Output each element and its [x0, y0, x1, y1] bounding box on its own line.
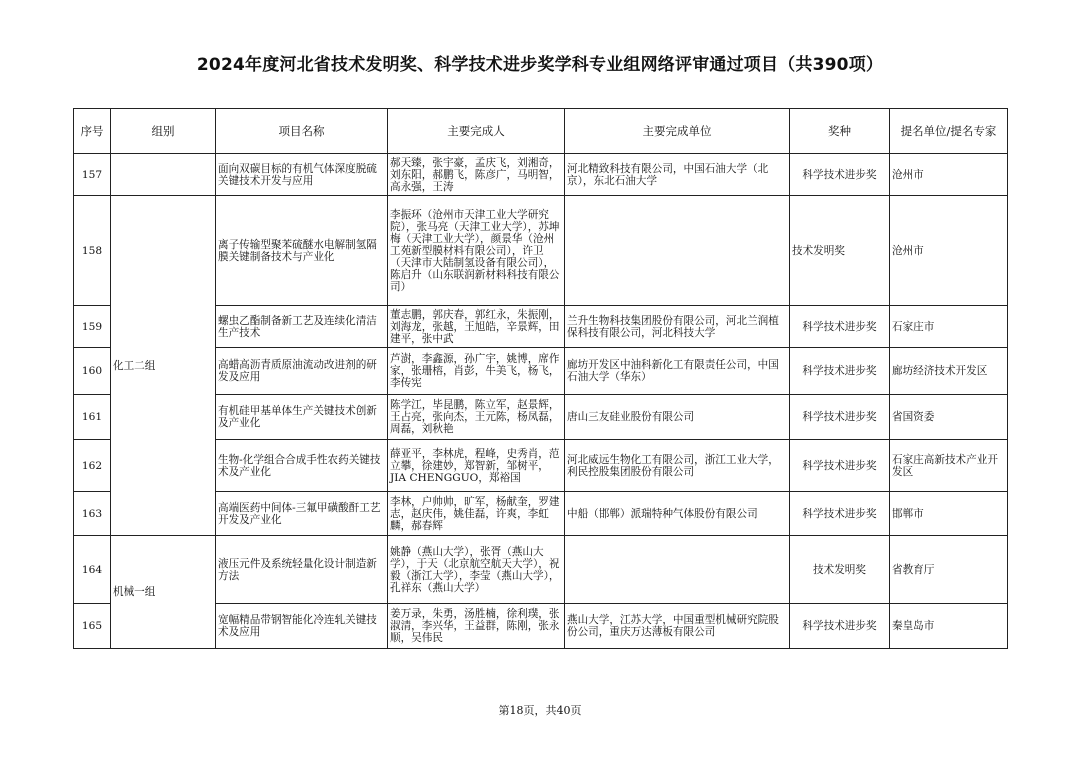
row-number: 165: [74, 604, 111, 649]
row-number: 157: [74, 154, 111, 196]
page-footer: 第18页，共40页: [498, 704, 582, 717]
main-units: [565, 196, 790, 306]
row-number: 158: [74, 196, 111, 306]
award-type: 技术发明奖: [790, 536, 890, 604]
nominator: 沧州市: [890, 196, 1008, 306]
project-name: 离子传输型聚苯硫醚水电解制氢隔膜关键制备技术与产业化: [216, 196, 388, 306]
header-project-name: 项目名称: [216, 109, 388, 154]
award-type: 技术发明奖: [790, 196, 890, 306]
main-units: 河北精致科技有限公司，中国石油大学（北京），东北石油大学: [565, 154, 790, 196]
nominator: 石家庄高新技术产业开发区: [890, 440, 1008, 492]
row-number: 163: [74, 492, 111, 536]
project-name: 生物-化学组合合成手性农药关键技术及产业化: [216, 440, 388, 492]
row-number: 162: [74, 440, 111, 492]
main-units: 燕山大学，江苏大学，中国重型机械研究院股份公司，重庆万达薄板有限公司: [565, 604, 790, 649]
nominator: 石家庄市: [890, 306, 1008, 348]
header-row: [74, 109, 1008, 154]
main-people: 姚静（燕山大学），张胥（燕山大学），于天（北京航空航天大学），祝毅（浙江大学），李莹（燕山大学），孔祥东（燕山大学）: [388, 536, 565, 604]
award-type: 科学技术进步奖: [790, 395, 890, 440]
group-cell: 机械一组: [111, 536, 216, 649]
award-type: 科学技术进步奖: [790, 154, 890, 196]
nominator: 沧州市: [890, 154, 1008, 196]
main-people: 芦澍，李鑫源，孙广宇，姚博，席作家，张珊榕，肖彭，牛美飞，杨飞，李传宪: [388, 348, 565, 395]
nominator: 秦皇岛市: [890, 604, 1008, 649]
group-cell: [111, 154, 216, 196]
project-name: 螺虫乙酯制备新工艺及连续化清洁生产技术: [216, 306, 388, 348]
award-type: 科学技术进步奖: [790, 306, 890, 348]
group-cell: 化工二组: [111, 196, 216, 536]
header-group: 组别: [111, 109, 216, 154]
main-people: 董志鹏，郭庆春，郭红永，朱振刚，刘海龙，张越，王旭皓，辛景辉，田建平，张中武: [388, 306, 565, 348]
project-name: 高蜡高沥青质原油流动改进剂的研发及应用: [216, 348, 388, 395]
table-row: [74, 154, 1008, 196]
row-number: 164: [74, 536, 111, 604]
main-units: 中船（邯郸）派瑞特种气体股份有限公司: [565, 492, 790, 536]
row-number: 161: [74, 395, 111, 440]
main-units: 唐山三友硅业股份有限公司: [565, 395, 790, 440]
header-main-people: 主要完成人: [388, 109, 565, 154]
header-main-units: 主要完成单位: [565, 109, 790, 154]
header-award-type: 奖种: [790, 109, 890, 154]
main-people: 李振环（沧州市天津工业大学研究院），张马亮（天津工业大学），苏坤梅（天津工业大学），颜景华（沧州工苑新型膜材料有限公司），许卫（天津市大陆制氢设备有限公司），陈启升（山东联润新材料科技有限公司）: [388, 196, 565, 306]
row-number: 159: [74, 306, 111, 348]
table-row: [74, 536, 1008, 604]
main-units: 河北威远生物化工有限公司，浙江工业大学，利民控股集团股份有限公司: [565, 440, 790, 492]
nominator: 邯郸市: [890, 492, 1008, 536]
award-type: 科学技术进步奖: [790, 348, 890, 395]
main-people: 薛亚平，李林虎，程峰，史秀肖，范立攀，徐建妙，郑智新，邹树平，JIA CHENGGUO，郑裕国: [388, 440, 565, 492]
award-type: 科学技术进步奖: [790, 492, 890, 536]
document-title: 2024年度河北省技术发明奖、科学技术进步奖学科专业组网络评审通过项目（共390项）: [196, 55, 884, 75]
main-people: 郝天臻，张宇豪，孟庆飞，刘湘奇，刘东阳，郝鹏飞，陈彦广，马明智，高永强，王涛: [388, 154, 565, 196]
main-units: 廊坊开发区中油科新化工有限责任公司，中国石油大学（华东）: [565, 348, 790, 395]
project-name: 高端医药中间体-三氟甲磺酸酐工艺开发及产业化: [216, 492, 388, 536]
project-name: 液压元件及系统轻量化设计制造新方法: [216, 536, 388, 604]
row-number: 160: [74, 348, 111, 395]
table-row: [74, 196, 1008, 306]
main-people: 姜万录，朱勇，汤胜楠，徐利璞，张淑清，李兴华，王益群，陈刚，张永顺，吴伟民: [388, 604, 565, 649]
main-units: 兰升生物科技集团股份有限公司，河北兰润植保科技有限公司，河北科技大学: [565, 306, 790, 348]
header-nominator: 提名单位/提名专家: [890, 109, 1008, 154]
award-type: 科学技术进步奖: [790, 440, 890, 492]
award-type: 科学技术进步奖: [790, 604, 890, 649]
project-name: 有机硅甲基单体生产关键技术创新及产业化: [216, 395, 388, 440]
project-table: [73, 108, 1008, 649]
main-units: [565, 536, 790, 604]
project-name: 面向双碳目标的有机气体深度脱硫关键技术开发与应用: [216, 154, 388, 196]
nominator: 省教育厅: [890, 536, 1008, 604]
main-people: 陈学江，毕昆鹏，陈立军，赵景辉，王占亮，张向杰，王元陈，杨凤磊，周磊，刘秋艳: [388, 395, 565, 440]
nominator: 廊坊经济技术开发区: [890, 348, 1008, 395]
header-number: 序号: [74, 109, 111, 154]
main-people: 李林，户帅帅，旷军，杨献奎，罗建志，赵庆伟，姚佳磊，许爽，李虹麟，郝春辉: [388, 492, 565, 536]
nominator: 省国资委: [890, 395, 1008, 440]
project-name: 宽幅精品带钢智能化冷连轧关键技术及应用: [216, 604, 388, 649]
